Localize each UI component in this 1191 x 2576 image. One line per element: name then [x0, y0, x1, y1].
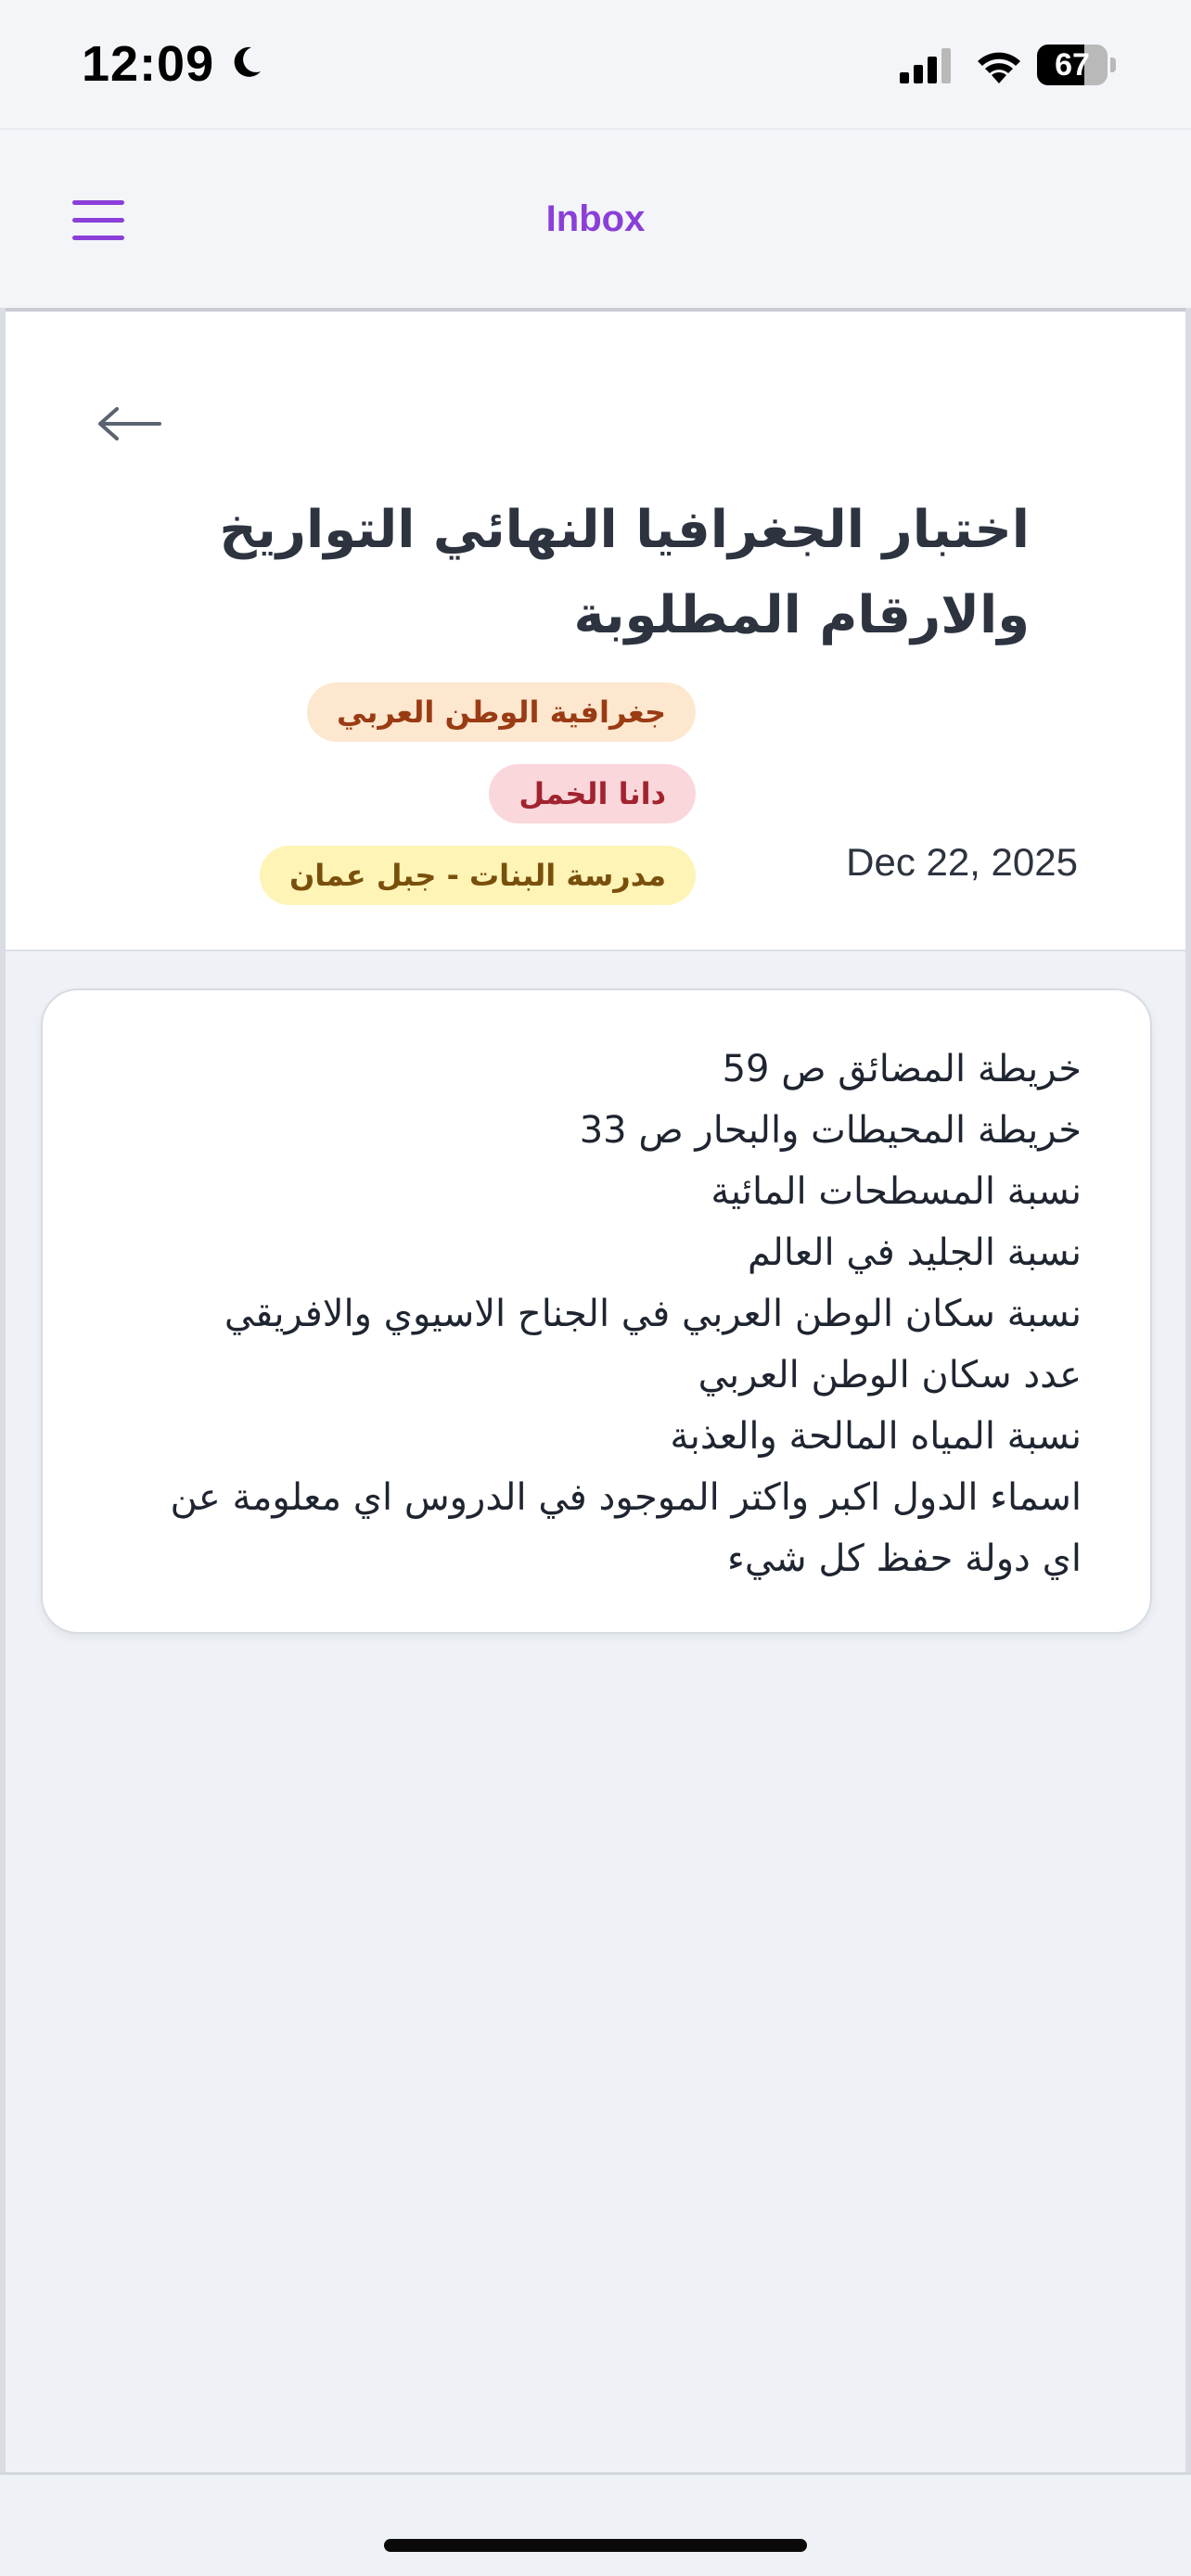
- moon-icon: [227, 44, 264, 81]
- body-line: نسبة المياه المالحة والعذبة: [670, 1415, 1082, 1458]
- body-line: اي دولة حفظ كل شيء: [727, 1537, 1082, 1580]
- arrow-left-icon[interactable]: [95, 401, 165, 447]
- status-bar: [0, 0, 1191, 130]
- signal-icon: [900, 48, 954, 83]
- wifi-icon: [974, 45, 1024, 83]
- page-title: Inbox: [545, 198, 646, 239]
- body-line: خريطة المحيطات والبحار ص 33: [579, 1109, 1082, 1152]
- body-line: نسبة سكان الوطن العربي في الجناح الاسيوي والافريقي: [224, 1293, 1082, 1335]
- tag-school: مدرسة البنات - جبل عمان: [260, 846, 696, 905]
- body-line: عدد سكان الوطن العربي: [698, 1354, 1082, 1396]
- message-header: [6, 312, 1185, 951]
- tag-teacher: دانا الخمل: [489, 764, 696, 823]
- battery-level: 67: [1055, 47, 1090, 83]
- bottom-divider: [0, 2472, 1191, 2475]
- status-time: 12:09: [82, 36, 215, 92]
- body-line: نسبة المسطحات المائية: [711, 1170, 1082, 1213]
- body-line: نسبة الجليد في العالم: [748, 1231, 1082, 1274]
- home-indicator[interactable]: [384, 2539, 807, 2552]
- message-body: [98, 1039, 1082, 1589]
- tag-list: [65, 682, 696, 927]
- body-line: اسماء الدول اكبر واكتر الموجود في الدروس اي معلومة عن: [170, 1476, 1082, 1519]
- message-body-card: [41, 988, 1152, 1634]
- app-header: [0, 130, 1191, 312]
- body-line: خريطة المضائق ص 59: [722, 1048, 1082, 1090]
- battery-icon: [1037, 45, 1117, 85]
- message-title: اختبار الجغرافيا النهائي التواريخ والارقام المطلوبة: [219, 500, 1030, 645]
- tag-subject: جغرافية الوطن العربي: [307, 682, 696, 742]
- message-date: Dec 22, 2025: [846, 840, 1078, 884]
